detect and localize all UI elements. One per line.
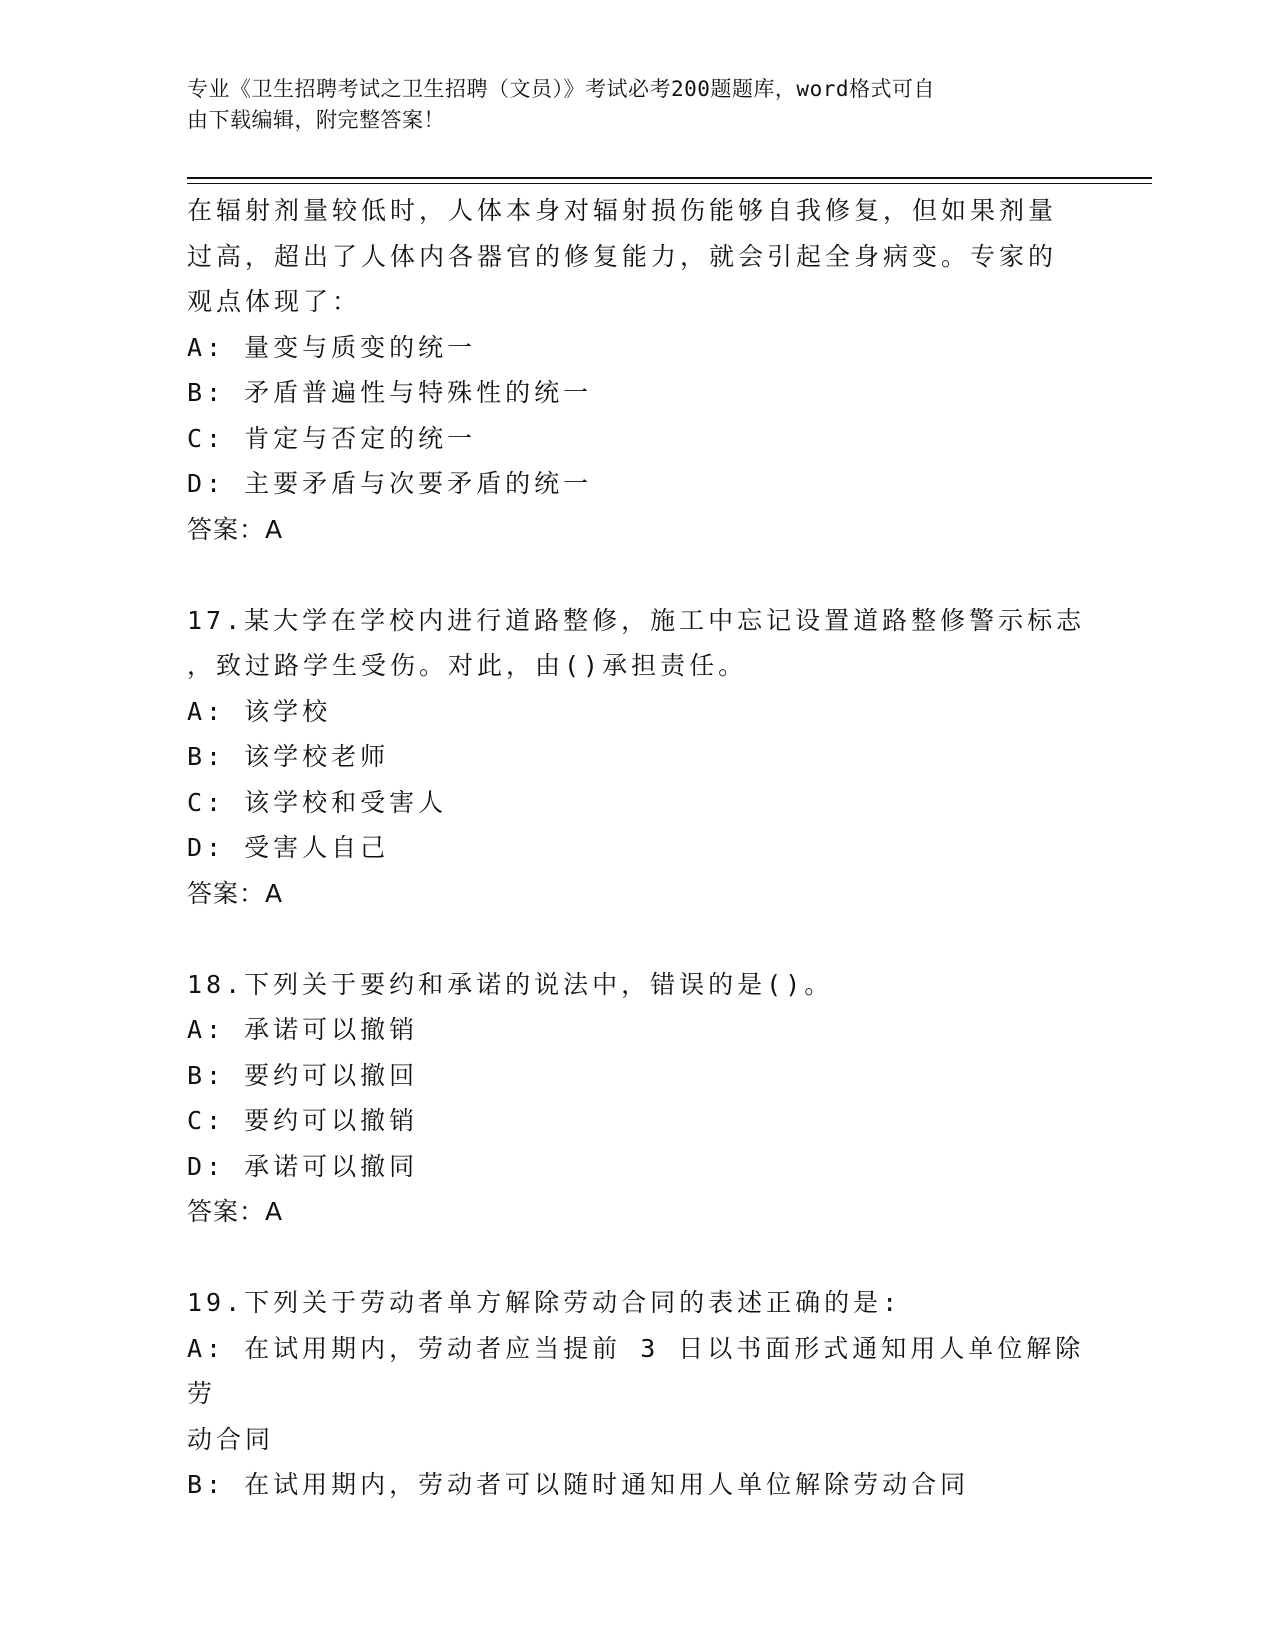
question-spacer [187,916,1087,962]
question-19 [187,1280,1087,1508]
option-c: C: 要约可以撤销 [187,1106,419,1135]
question-17 [187,598,1087,917]
header-divider-thick [187,177,1152,179]
question-18 [187,962,1087,1235]
option-a: A: 承诺可以撤销 [187,1015,419,1044]
answer-line: 答案：A [187,514,284,544]
option-c: C: 该学校和受害人 [187,787,448,817]
question-stem-line: ，致过路学生受伤。对此，由()承担责任。 [187,651,748,680]
option-b: B: 在试用期内，劳动者可以随时通知用人单位解除劳动合同 [187,1470,970,1499]
question-stem-line: 在辐射剂量较低时，人体本身对辐射损伤能够自我修复，但如果剂量 [187,196,1058,225]
option-a: A: 量变与质变的统一 [187,332,477,362]
option-b: B: 要约可以撤回 [187,1060,419,1090]
answer-line: 答案：A [187,1197,284,1226]
question-stem-line: 17.某大学在学校内进行道路整修，施工中忘记设置道路整修警示标志 [187,605,1086,635]
header-line-1: 专业《卫生招聘考试之卫生招聘（文员）》考试必考200题题库，word格式可自 [187,77,935,101]
question-stem-line: 过高，超出了人体内各器官的修复能力，就会引起全身病变。专家的 [187,241,1058,271]
option-a: A: 该学校 [187,696,332,726]
option-c: C: 肯定与否定的统一 [187,423,477,453]
question-stem-line: 19.下列关于劳动者单方解除劳动合同的表述正确的是: [187,1288,902,1317]
option-d: D: 主要矛盾与次要矛盾的统一 [187,469,593,498]
question-spacer [187,1235,1087,1281]
question-spacer [187,552,1087,598]
option-d: D: 受害人自己 [187,833,390,862]
option-a: A: 在试用期内，劳动者应当提前 3 日以书面形式通知用人单位解除劳 [187,1333,1085,1408]
document-header [187,74,1067,136]
question-stem-line: 18.下列关于要约和承诺的说法中，错误的是()。 [187,969,834,999]
question-stem-line: 观点体现了： [187,287,362,316]
header-divider-thin [187,183,1152,184]
question-16 [187,188,1087,552]
option-b: B: 该学校老师 [187,742,390,771]
document-body [187,188,1087,1508]
header-line-2: 由下载编辑，附完整答案！ [187,108,445,132]
option-b: B: 矛盾普遍性与特殊性的统一 [187,378,593,407]
option-d: D: 承诺可以撤同 [187,1151,419,1181]
answer-line: 答案：A [187,878,284,908]
option-a-continued: 动合同 [187,1424,275,1454]
